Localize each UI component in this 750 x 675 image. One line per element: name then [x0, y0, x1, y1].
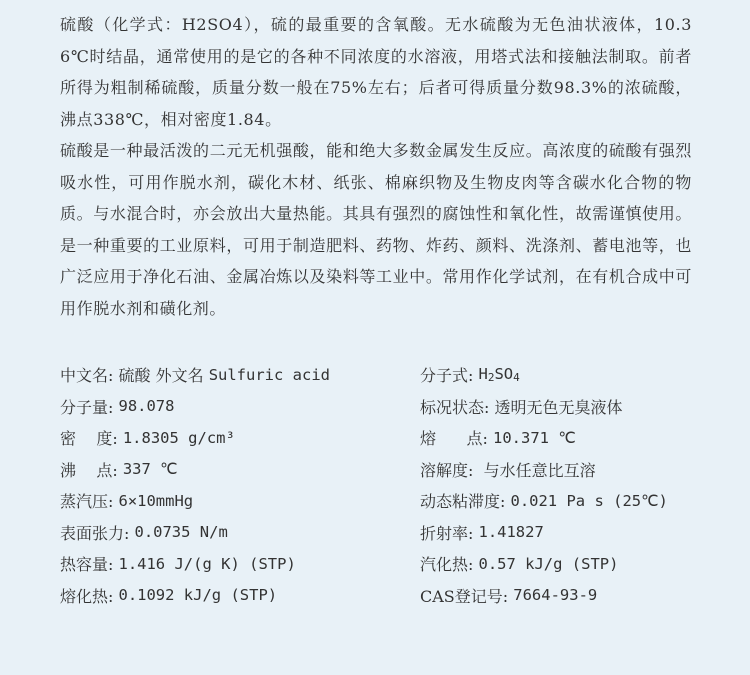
cas-number-cell — [420, 584, 720, 607]
property-row — [60, 391, 720, 423]
vapor-pressure-label: 蒸汽压: — [60, 492, 119, 512]
english-name-value: Sulfuric acid — [208, 365, 331, 384]
vaporization-heat-label: 汽化热: — [420, 555, 479, 575]
melting-point-cell — [420, 426, 720, 449]
cas-number-label: CAS登记号: — [420, 586, 514, 606]
chinese-name-value: 硫酸 — [118, 366, 151, 386]
viscosity-cell — [420, 489, 720, 512]
surface-tension-value: 0.0735 N/m — [134, 523, 228, 542]
heat-capacity-value: 1.416 J/(g K) (STP) — [118, 554, 296, 573]
solubility-label: 溶解度: — [420, 460, 484, 480]
appearance-cell — [420, 395, 720, 418]
appearance-label: 标况状态: — [420, 397, 495, 417]
boiling-point-value: 337 ℃ — [122, 460, 178, 479]
formula-h: H — [478, 365, 488, 384]
property-row — [60, 454, 720, 486]
properties-table — [60, 359, 720, 611]
solubility-cell — [420, 458, 720, 481]
viscosity-value: 0.021 Pa s (25℃) — [510, 491, 668, 510]
heat-capacity-label: 热容量: — [60, 555, 119, 575]
formula-label: 分子式: — [420, 366, 479, 386]
formula-subscript-2: 2 — [487, 371, 495, 385]
fusion-heat-value: 0.1092 kJ/g (STP) — [118, 586, 278, 605]
melting-point-value: 10.371 ℃ — [493, 428, 576, 447]
formula-value — [478, 365, 519, 384]
molar-mass-value: 98.078 — [118, 397, 175, 416]
surface-tension-label: 表面张力: — [60, 523, 135, 543]
vapor-pressure-value: 6×10mmHg — [118, 491, 194, 510]
property-row — [60, 422, 720, 454]
property-row — [60, 517, 720, 549]
molar-mass-label: 分子量: — [60, 397, 119, 417]
cas-number-value: 7664-93-9 — [513, 586, 598, 605]
density-label: 密 度: — [60, 429, 123, 449]
formula-cell — [420, 363, 720, 386]
refractive-index-label: 折射率: — [420, 523, 479, 543]
property-row — [60, 485, 720, 517]
chinese-name-cell — [60, 363, 420, 386]
appearance-value: 透明无色无臭液体 — [494, 397, 623, 417]
property-row — [60, 359, 720, 391]
chinese-name-label: 中文名: — [60, 366, 119, 386]
boiling-point-label: 沸 点: — [60, 460, 123, 480]
english-name-label: 外文名 — [150, 366, 209, 386]
fusion-heat-label: 熔化热: — [60, 586, 119, 606]
boiling-point-cell — [60, 458, 420, 481]
molar-mass-cell — [60, 395, 420, 418]
formula-subscript-4: 4 — [513, 371, 520, 385]
vapor-pressure-cell — [60, 489, 420, 512]
fusion-heat-cell — [60, 584, 420, 607]
refractive-index-cell — [420, 521, 720, 544]
solubility-value: 与水任意比互溶 — [483, 460, 596, 480]
property-row — [60, 580, 720, 612]
vaporization-heat-cell — [420, 552, 720, 575]
property-row — [60, 548, 720, 580]
refractive-index-value: 1.41827 — [478, 523, 544, 542]
density-cell — [60, 426, 420, 449]
vaporization-heat-value: 0.57 kJ/g (STP) — [478, 554, 619, 573]
density-value: 1.8305 g/cm³ — [122, 428, 235, 447]
intro-text — [60, 9, 692, 324]
viscosity-label: 动态粘滞度: — [420, 492, 511, 512]
formula-so: SO — [494, 365, 514, 384]
heat-capacity-cell — [60, 552, 420, 575]
surface-tension-cell — [60, 521, 420, 544]
melting-point-label: 熔 点: — [420, 429, 493, 449]
intro-paragraph-2: 硫酸是一种最活泼的二元无机强酸，能和绝大多数金属发生反应。高浓度的硫酸有强烈吸水性，可用作脱水剂，碳化木材、纸张、棉麻织物及生物皮肉等含碳水化合物的物质。与水混合时，亦会放出大量热能。其具有强烈的腐蚀性和氧化性，故需谨慎使用。是一种重要的工业原料，可用于制造肥料、药物、炸药、颜料、洗涤剂、蓄电池等，也广泛应用于净化石油、金属冶炼以及染料等工业中。常用作化学试剂，在有机合成中可用作脱水剂和磺化剂。 — [60, 141, 692, 318]
intro-paragraph-1: 硫酸（化学式：H2SO4），硫的最重要的含氧酸。无水硫酸为无色油状液体，10.36℃时结晶，通常使用的是它的各种不同浓度的水溶液，用塔式法和接触法制取。前者所得为粗制稀硫酸，质量分数一般在75%左右；后者可得质量分数98.3%的浓硫酸，沸点338℃，相对密度1.84。 — [60, 15, 692, 129]
